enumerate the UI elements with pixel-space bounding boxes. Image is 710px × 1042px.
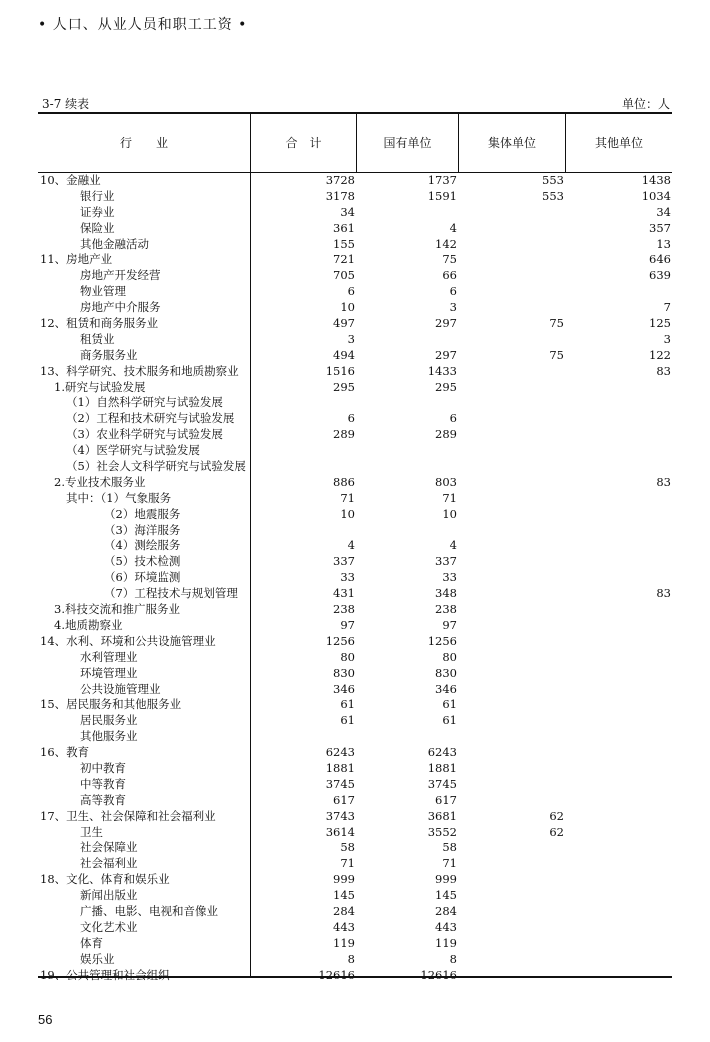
table-row (38, 300, 672, 316)
cell-collective: 553 (542, 188, 564, 203)
cell-total: 10 (340, 506, 355, 521)
row-label: 保险业 (80, 220, 115, 235)
cell-state-owned: 1256 (427, 633, 457, 648)
cell-state-owned: 4 (449, 220, 457, 235)
table-row (38, 713, 672, 729)
cell-total: 497 (333, 316, 355, 331)
cell-state-owned: 284 (435, 903, 457, 918)
table-row (38, 221, 672, 237)
row-label: 环境管理业 (80, 665, 138, 680)
cell-total: 33 (340, 570, 355, 585)
row-label: 4.地质勘察业 (54, 617, 123, 632)
cell-total: 3743 (325, 808, 355, 823)
row-label: 中等教育 (80, 776, 126, 791)
row-label: （7）工程技术与规划管理 (104, 586, 238, 601)
table-row (38, 904, 672, 920)
table-row (38, 189, 672, 205)
cell-total: 705 (333, 268, 355, 283)
cell-total: 61 (340, 713, 355, 728)
cell-state-owned: 97 (442, 617, 457, 632)
table-row (38, 570, 672, 586)
header-collective: 集体单位 (487, 135, 536, 150)
cell-collective: 75 (549, 347, 564, 362)
table-row (38, 650, 672, 666)
cell-total: 1881 (325, 760, 355, 775)
table-row (38, 284, 672, 300)
cell-total: 97 (340, 617, 355, 632)
table-id: 3-7 续表 (42, 97, 90, 111)
table-row (38, 840, 672, 856)
table-row (38, 952, 672, 968)
table-row (38, 697, 672, 713)
cell-state-owned: 297 (435, 316, 457, 331)
cell-state-owned: 1591 (427, 188, 457, 203)
row-label: 3.科技交流和推广服务业 (54, 602, 180, 617)
cell-other: 83 (656, 474, 671, 489)
table-row (38, 316, 672, 332)
page-number: 56 (38, 1012, 53, 1027)
row-label: 文化艺术业 (80, 919, 138, 934)
row-label: 17、卫生、社会保障和社会福利业 (40, 808, 216, 823)
cell-state-owned: 80 (442, 649, 457, 664)
cell-other: 83 (656, 586, 671, 601)
cell-total: 1256 (325, 633, 355, 648)
row-label: 19、公共管理和社会组织 (40, 967, 170, 982)
cell-total: 3728 (325, 173, 355, 187)
row-label: （5）技术检测 (104, 554, 181, 569)
cell-state-owned: 142 (435, 236, 457, 251)
table-row (38, 395, 672, 411)
cell-total: 3614 (325, 824, 355, 839)
table-row (38, 825, 672, 841)
cell-state-owned: 66 (442, 268, 457, 283)
cell-total: 3745 (325, 776, 355, 791)
table-row (38, 761, 672, 777)
row-label: 其他服务业 (80, 729, 138, 744)
cell-state-owned: 3681 (427, 808, 457, 823)
cell-state-owned: 443 (435, 919, 457, 934)
table-row (38, 268, 672, 284)
cell-state-owned: 3 (449, 300, 457, 315)
cell-state-owned: 6 (449, 284, 457, 299)
cell-total: 58 (340, 840, 355, 855)
row-label: （3）农业科学研究与试验发展 (66, 427, 223, 442)
row-label: 公共设施管理业 (80, 681, 161, 696)
cell-state-owned: 1433 (427, 363, 457, 378)
row-label: 新闻出版业 (80, 888, 138, 903)
table-row (38, 586, 672, 602)
cell-total: 337 (333, 554, 355, 569)
cell-other: 357 (649, 220, 671, 235)
cell-other: 122 (649, 347, 671, 362)
table-row (38, 364, 672, 380)
table-row (38, 968, 672, 984)
cell-total: 34 (340, 204, 355, 219)
cell-collective: 553 (542, 173, 564, 187)
cell-total: 346 (333, 681, 355, 696)
cell-total: 830 (333, 665, 355, 680)
cell-total: 10 (340, 300, 355, 315)
row-label: 物业管理 (80, 284, 126, 299)
row-label: 11、房地产业 (40, 252, 113, 267)
row-label: （6）环境监测 (104, 570, 181, 585)
cell-state-owned: 71 (442, 856, 457, 871)
cell-other: 3 (663, 331, 671, 346)
row-label: 水利管理业 (80, 649, 138, 664)
row-label: 卫生 (80, 824, 103, 839)
cell-state-owned: 33 (442, 570, 457, 585)
table-row (38, 538, 672, 554)
cell-total: 886 (333, 474, 355, 489)
cell-total: 80 (340, 649, 355, 664)
table-row (38, 443, 672, 459)
cell-state-owned: 75 (442, 252, 457, 267)
cell-total: 3 (347, 331, 355, 346)
cell-collective: 75 (549, 316, 564, 331)
table-row (38, 936, 672, 952)
table-row (38, 618, 672, 634)
table-row (38, 856, 672, 872)
cell-total: 295 (333, 379, 355, 394)
cell-other: 125 (649, 316, 671, 331)
cell-state-owned: 999 (435, 872, 457, 887)
row-label: 广播、电影、电视和音像业 (80, 903, 218, 918)
table-row (38, 888, 672, 904)
cell-total: 12616 (318, 967, 355, 982)
row-label: 18、文化、体育和娱乐业 (40, 872, 170, 887)
cell-state-owned: 71 (442, 490, 457, 505)
cell-total: 71 (340, 856, 355, 871)
row-label: 10、金融业 (40, 173, 101, 187)
row-label: 商务服务业 (80, 347, 138, 362)
cell-state-owned: 61 (442, 713, 457, 728)
table-row (38, 920, 672, 936)
cell-total: 145 (333, 888, 355, 903)
cell-total: 8 (347, 951, 355, 966)
table-body (38, 173, 672, 983)
cell-state-owned: 145 (435, 888, 457, 903)
table-row (38, 491, 672, 507)
statistics-table (38, 112, 672, 982)
row-label: 16、教育 (40, 745, 90, 760)
cell-state-owned: 8 (449, 951, 457, 966)
cell-state-owned: 830 (435, 665, 457, 680)
row-label: （3）海洋服务 (104, 522, 181, 537)
row-label: （1）自然科学研究与试验发展 (66, 395, 223, 410)
table-row (38, 634, 672, 650)
cell-total: 289 (333, 427, 355, 442)
cell-total: 284 (333, 903, 355, 918)
table-row (38, 872, 672, 888)
cell-state-owned: 346 (435, 681, 457, 696)
row-label: （2）地震服务 (104, 506, 181, 521)
row-label: （5）社会人文科学研究与试验发展 (66, 459, 246, 474)
header-state-owned: 国有单位 (383, 135, 432, 150)
cell-total: 6 (347, 284, 355, 299)
cell-state-owned: 1881 (427, 760, 457, 775)
table-row (38, 252, 672, 268)
running-head: • 人口、从业人员和职工工资 • (38, 17, 248, 33)
cell-state-owned: 337 (435, 554, 457, 569)
row-label: 房地产中介服务 (80, 300, 161, 315)
cell-total: 61 (340, 697, 355, 712)
cell-state-owned: 6243 (427, 745, 457, 760)
cell-other: 83 (656, 363, 671, 378)
cell-state-owned: 6 (449, 411, 457, 426)
cell-other: 7 (663, 300, 671, 315)
table-row (38, 666, 672, 682)
cell-total: 238 (333, 602, 355, 617)
row-label: 证券业 (80, 204, 115, 219)
row-label: 其他金融活动 (80, 236, 149, 251)
cell-total: 431 (333, 586, 355, 601)
row-label: 初中教育 (80, 760, 126, 775)
cell-state-owned: 3552 (427, 824, 457, 839)
cell-total: 155 (333, 236, 355, 251)
header-total: 合 计 (285, 135, 322, 150)
cell-total: 6 (347, 411, 355, 426)
cell-other: 34 (656, 204, 671, 219)
cell-state-owned: 289 (435, 427, 457, 442)
cell-total: 443 (333, 919, 355, 934)
table-row (38, 475, 672, 491)
cell-total: 4 (347, 538, 355, 553)
cell-total: 3178 (325, 188, 355, 203)
row-label: 14、水利、环境和公共设施管理业 (40, 633, 216, 648)
table-row (38, 459, 672, 475)
table-row (38, 237, 672, 253)
table-row (38, 507, 672, 523)
cell-state-owned: 803 (435, 474, 457, 489)
cell-other: 1438 (641, 173, 671, 187)
row-label: （4）医学研究与试验发展 (66, 443, 200, 458)
cell-collective: 62 (549, 824, 564, 839)
cell-state-owned: 61 (442, 697, 457, 712)
cell-total: 6243 (325, 745, 355, 760)
row-label: 15、居民服务和其他服务业 (40, 697, 182, 712)
cell-state-owned: 3745 (427, 776, 457, 791)
row-label: 体育 (80, 935, 103, 950)
row-label: 娱乐业 (80, 951, 115, 966)
row-label: 其中：（1）气象服务 (66, 490, 172, 505)
table-row (38, 523, 672, 539)
cell-collective: 62 (549, 808, 564, 823)
cell-state-owned: 617 (435, 792, 457, 807)
row-label: 高等教育 (80, 792, 126, 807)
table-row (38, 682, 672, 698)
cell-state-owned: 4 (449, 538, 457, 553)
cell-total: 721 (333, 252, 355, 267)
table-row (38, 793, 672, 809)
row-label: 社会保障业 (80, 840, 138, 855)
cell-state-owned: 1737 (427, 173, 457, 187)
cell-other: 1034 (641, 188, 671, 203)
table-row (38, 427, 672, 443)
cell-state-owned: 58 (442, 840, 457, 855)
row-label: 12、租赁和商务服务业 (40, 316, 159, 331)
row-label: 13、科学研究、技术服务和地质勘察业 (40, 363, 239, 378)
row-label: 居民服务业 (80, 713, 138, 728)
table-row (38, 332, 672, 348)
table-row (38, 173, 672, 189)
cell-total: 494 (333, 347, 355, 362)
cell-state-owned: 297 (435, 347, 457, 362)
table-row (38, 777, 672, 793)
table-row (38, 411, 672, 427)
row-label: 社会福利业 (80, 856, 138, 871)
cell-total: 617 (333, 792, 355, 807)
cell-total: 999 (333, 872, 355, 887)
cell-total: 119 (333, 935, 355, 950)
table-row (38, 205, 672, 221)
table-row (38, 348, 672, 364)
cell-total: 1516 (325, 363, 355, 378)
cell-state-owned: 119 (435, 935, 457, 950)
table-row (38, 809, 672, 825)
row-label: 1.研究与试验发展 (54, 379, 146, 394)
row-label: 银行业 (80, 188, 115, 203)
table-row (38, 380, 672, 396)
cell-other: 13 (656, 236, 671, 251)
table-row (38, 554, 672, 570)
table-row (38, 602, 672, 618)
table-row (38, 729, 672, 745)
row-label: 房地产开发经营 (80, 268, 161, 283)
cell-other: 646 (649, 252, 671, 267)
table-row (38, 745, 672, 761)
row-label: （4）测绘服务 (104, 538, 181, 553)
cell-state-owned: 348 (435, 586, 457, 601)
cell-state-owned: 238 (435, 602, 457, 617)
header-industry: 行 业 (119, 135, 168, 150)
cell-total: 71 (340, 490, 355, 505)
row-label: （2）工程和技术研究与试验发展 (66, 411, 235, 426)
unit-label: 单位：人 (621, 97, 670, 111)
cell-state-owned: 12616 (420, 967, 457, 982)
row-label: 2.专业技术服务业 (54, 474, 146, 489)
cell-state-owned: 10 (442, 506, 457, 521)
header-other: 其他单位 (594, 135, 643, 150)
row-label: 租赁业 (80, 331, 115, 346)
cell-state-owned: 295 (435, 379, 457, 394)
cell-total: 361 (333, 220, 355, 235)
cell-other: 639 (649, 268, 671, 283)
